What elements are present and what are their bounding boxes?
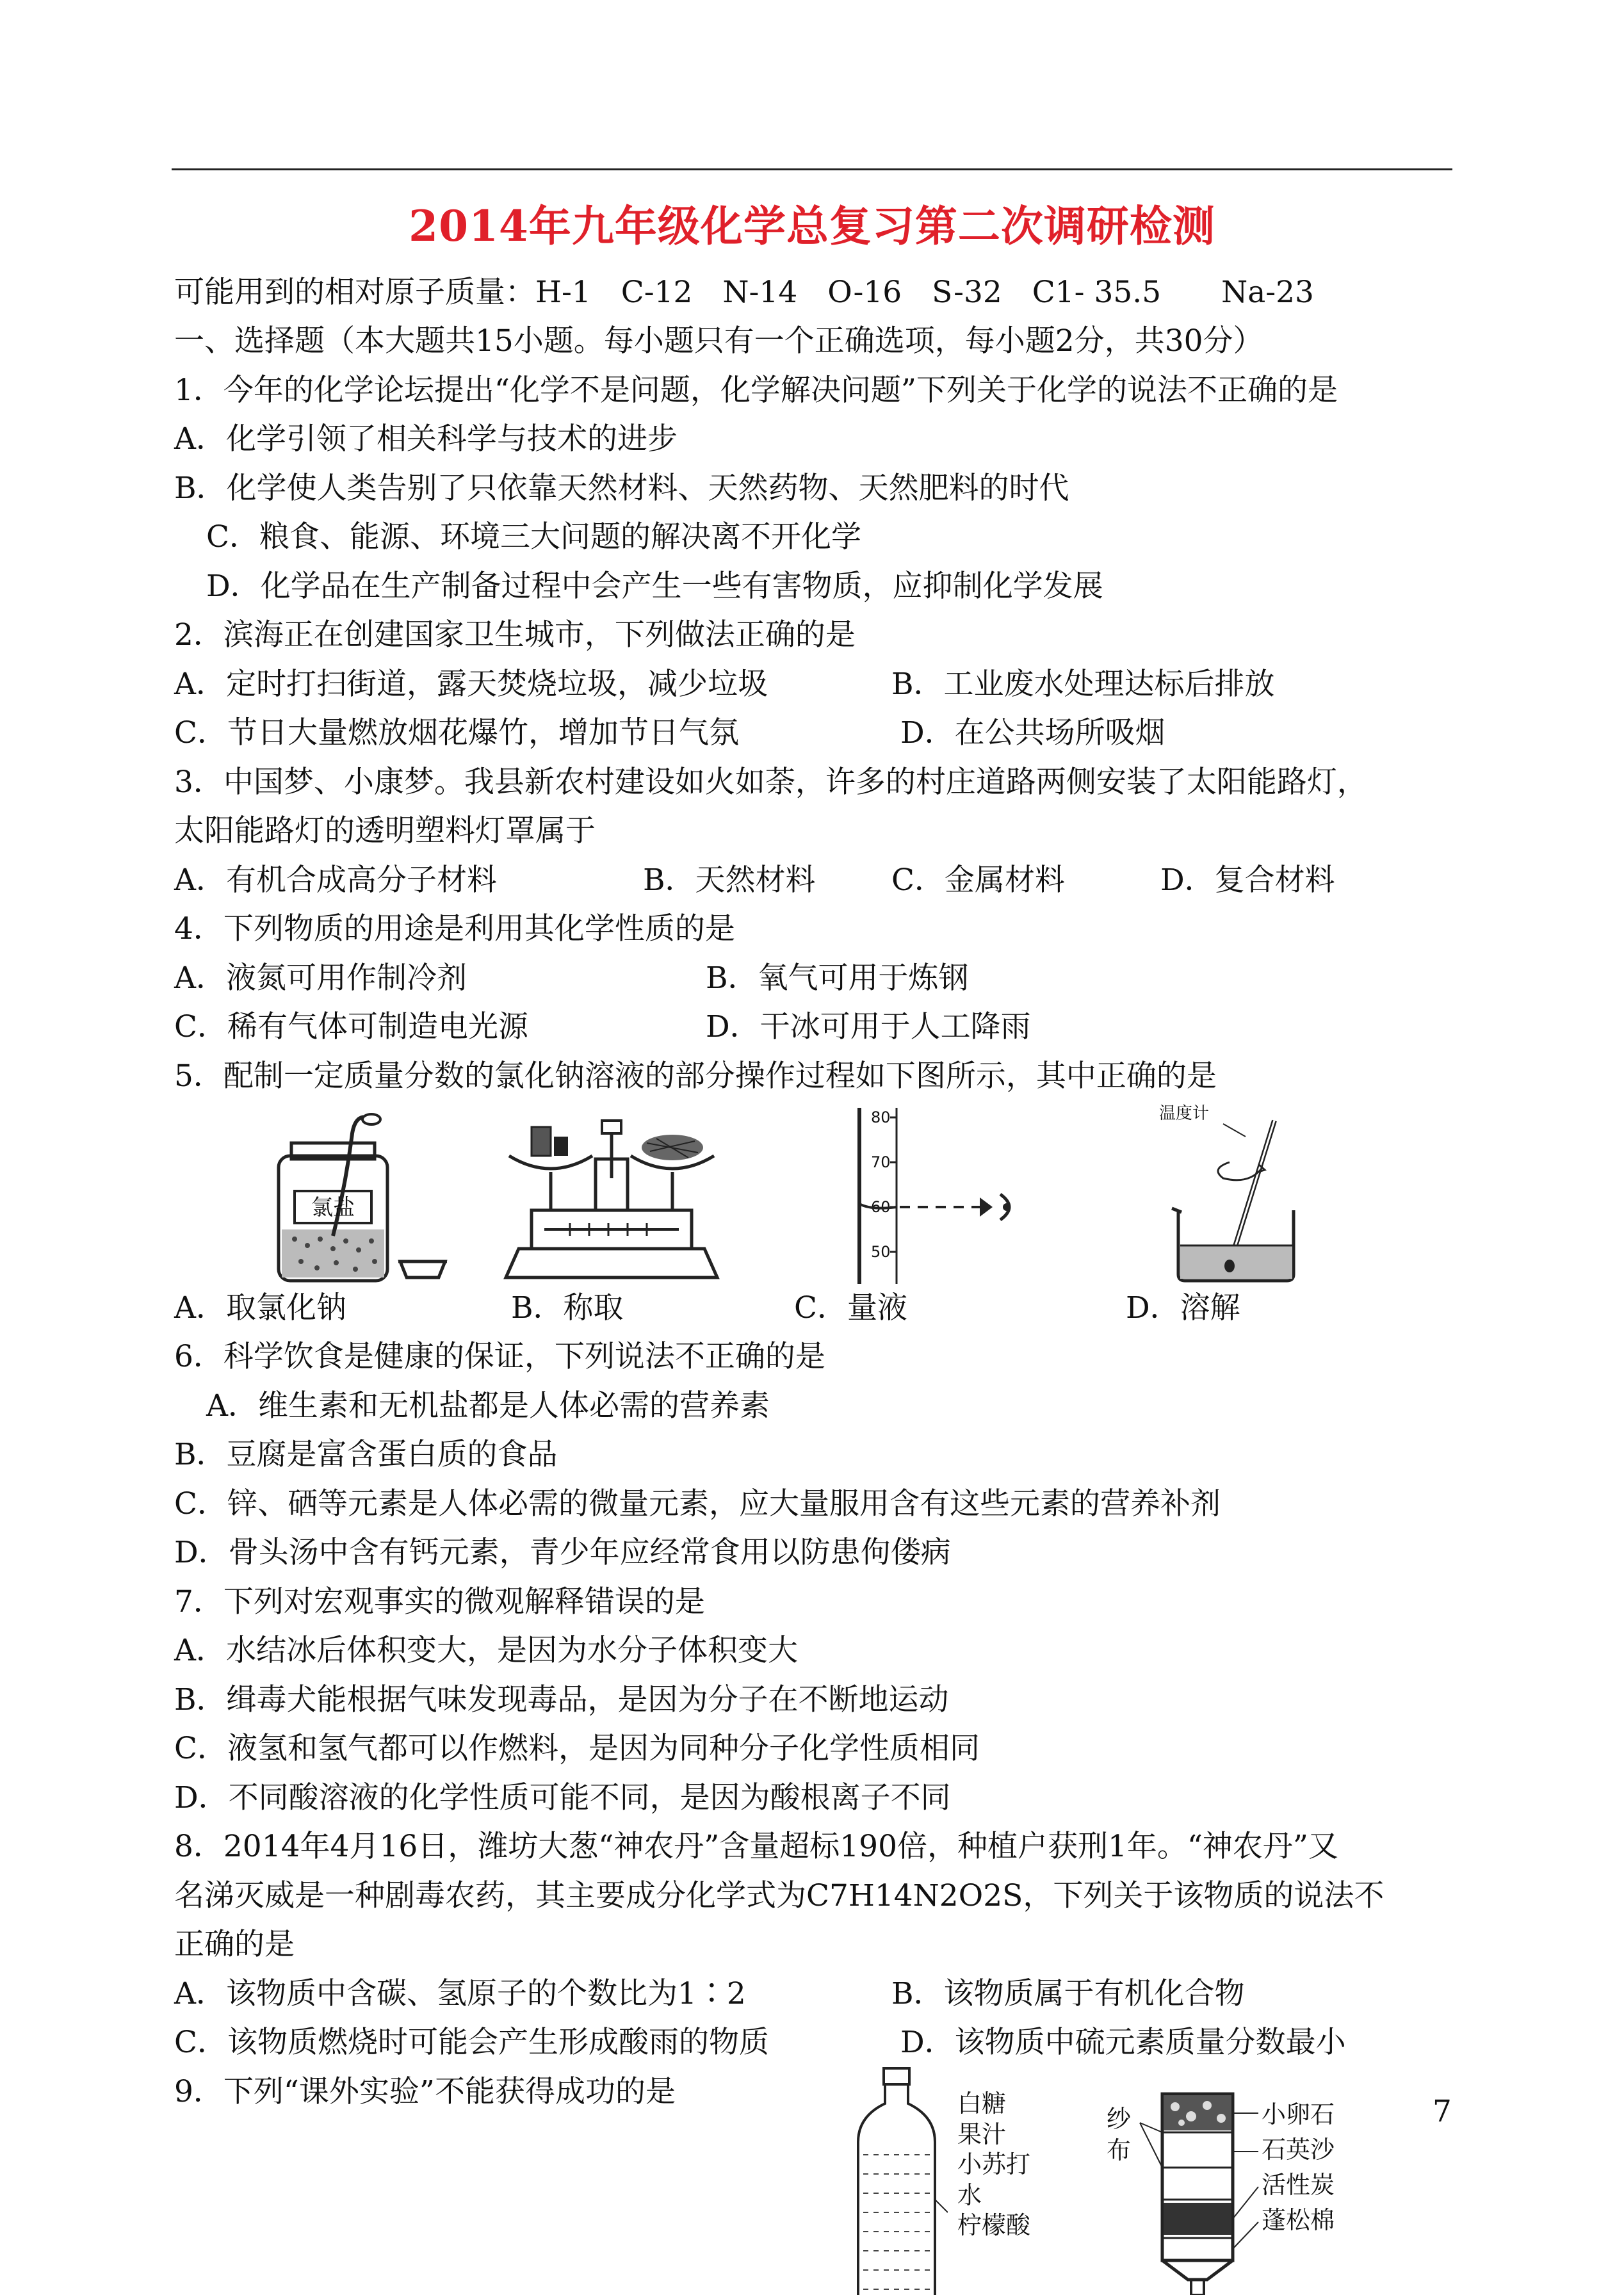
q7-option-b: B．缉毒犬能根据气味发现毒品，是因为分子在不断地运动 xyxy=(174,1682,949,1717)
q8-option-c: C．该物质燃烧时可能会产生形成酸雨的物质 xyxy=(174,2025,769,2060)
figure-take-salt xyxy=(256,1108,461,1287)
filter-label-activated-carbon: 活性炭 xyxy=(1262,2171,1335,2200)
q2-option-c: C．节日大量燃放烟花爆竹，增加节日气氛 xyxy=(174,715,739,750)
bottle-label-citric: 柠檬酸 xyxy=(957,2211,1031,2239)
figure-water-filter xyxy=(1137,2081,1265,2295)
q1-option-a: A．化学引领了相关科学与技术的进步 xyxy=(174,421,678,457)
q1-option-b: B．化学使人类告别了只依靠天然材料、天然药物、天然肥料的时代 xyxy=(174,471,1069,506)
jar-label: 氯盐 xyxy=(311,1195,355,1220)
figure-bottle xyxy=(845,2065,948,2295)
q6-option-c: C．锌、硒等元素是人体必需的微量元素，应大量服用含有这些元素的营养补剂 xyxy=(174,1486,1221,1521)
tick-50: 50 xyxy=(871,1243,891,1261)
q4-option-a: A．液氮可用作制冷剂 xyxy=(174,961,467,996)
bottle-label-soda: 小苏打 xyxy=(957,2150,1031,2178)
filter-labels xyxy=(1262,2097,1335,2238)
q3-stem-1: 3．中国梦、小康梦。我县新农村建设如火如荼，许多的村庄道路两侧安装了太阳能路灯， xyxy=(174,765,1367,800)
q3-option-d: D．复合材料 xyxy=(1160,863,1335,898)
q7-option-d: D．不同酸溶液的化学性质可能不同，是因为酸根离子不同 xyxy=(174,1780,951,1815)
q4-option-b: B．氧气可用于炼钢 xyxy=(706,961,969,996)
figure-cylinder xyxy=(832,1105,1037,1287)
q8-option-b: B．该物质属于有机化合物 xyxy=(891,1976,1245,2011)
q5-option-c: C．量液 xyxy=(794,1290,907,1326)
q7-option-c: C．液氢和氢气都可以作燃料，是因为同种分子化学性质相同 xyxy=(174,1731,980,1766)
q6-option-a: A．维生素和无机盐都是人体必需的营养素 xyxy=(206,1388,770,1423)
q2-option-a: A．定时打扫街道，露天焚烧垃圾，减少垃圾 xyxy=(174,667,768,702)
q3-option-b: B．天然材料 xyxy=(643,863,816,898)
q8-stem-3: 正确的是 xyxy=(174,1927,295,1962)
q2-option-d: D．在公共场所吸烟 xyxy=(900,715,1165,750)
q5-option-a: A．取氯化钠 xyxy=(174,1290,346,1326)
q3-stem-2: 太阳能路灯的透明塑料灯罩属于 xyxy=(174,813,596,848)
q4-option-c: C．稀有气体可制造电光源 xyxy=(174,1009,528,1044)
page-title: 2014年九年级化学总复习第二次调研检测 xyxy=(409,201,1215,251)
q4-stem: 4．下列物质的用途是利用其化学性质的是 xyxy=(174,911,735,946)
q3-option-a: A．有机合成高分子材料 xyxy=(174,863,497,898)
q3-option-c: C．金属材料 xyxy=(891,863,1065,898)
q5-option-b: B．称取 xyxy=(511,1290,624,1326)
filter-label-pebbles: 小卵石 xyxy=(1262,2100,1335,2129)
q2-stem: 2．滨海正在创建国家卫生城市，下列做法正确的是 xyxy=(174,617,856,653)
atomic-mass-line: 可能用到的相对原子质量：H-1 C-12 N-14 O-16 S-32 C1- 35.5 Na-23 xyxy=(174,275,1314,310)
filter-label-cotton: 蓬松棉 xyxy=(1262,2206,1335,2235)
q9-stem: 9．下列“课外实验”不能获得成功的是 xyxy=(174,2074,676,2109)
q8-option-d: D．该物质中硫元素质量分数最小 xyxy=(900,2025,1346,2060)
q7-option-a: A．水结冰后体积变大，是因为水分子体积变大 xyxy=(174,1633,798,1668)
q1-option-d: D．化学品在生产制备过程中会产生一些有害物质，应抑制化学发展 xyxy=(206,569,1103,604)
q5-stem: 5．配制一定质量分数的氯化钠溶液的部分操作过程如下图所示，其中正确的是 xyxy=(174,1058,1217,1094)
q7-stem: 7．下列对宏观事实的微观解释错误的是 xyxy=(174,1584,705,1619)
bottle-label-juice: 果汁 xyxy=(957,2120,1007,2148)
gauze-label: 纱布 xyxy=(1107,2105,1132,2165)
q6-option-b: B．豆腐是富含蛋白质的食品 xyxy=(174,1437,558,1472)
bottle-label-sugar: 白糖 xyxy=(957,2089,1007,2118)
q2-option-b: B．工业废水处理达标后排放 xyxy=(891,667,1275,702)
q6-option-d: D．骨头汤中含有钙元素，青少年应经常食用以防患佝偻病 xyxy=(174,1535,951,1570)
header-rule xyxy=(172,168,1452,170)
bottle-labels xyxy=(957,2089,1030,2241)
figure-dissolve xyxy=(1146,1098,1338,1287)
q5-option-d: D．溶解 xyxy=(1126,1290,1240,1326)
q6-stem: 6．科学饮食是健康的保证，下列说法不正确的是 xyxy=(174,1339,825,1374)
tick-70: 70 xyxy=(871,1153,891,1171)
bottle-label-water: 水 xyxy=(957,2180,982,2209)
q1-option-c: C．粮食、能源、环境三大问题的解决离不开化学 xyxy=(206,519,861,555)
tick-80: 80 xyxy=(871,1108,891,1126)
q1-stem: 1．今年的化学论坛提出“化学不是问题，化学解决问题”下列关于化学的说法不正确的是 xyxy=(174,373,1338,408)
filter-label-quartz-sand: 石英沙 xyxy=(1262,2136,1335,2164)
tick-60: 60 xyxy=(871,1198,891,1216)
q4-option-d: D．干冰可用于人工降雨 xyxy=(706,1009,1031,1044)
q8-stem-2: 名涕灭威是一种剧毒农药，其主要成分化学式为C7H14N2O2S，下列关于该物质的说法不 xyxy=(174,1878,1384,1913)
q8-stem-1: 8．2014年4月16日，潍坊大葱“神农丹”含量超标190倍，种植户获刑1年。“神农丹”又 xyxy=(174,1829,1338,1864)
section-heading: 一、选择题（本大题共15小题。每小题只有一个正确选项，每小题2分，共30分） xyxy=(174,323,1263,359)
figure-balance xyxy=(493,1101,730,1287)
thermometer-label: 温度计 xyxy=(1159,1104,1210,1123)
page-number: 7 xyxy=(1433,2094,1452,2129)
q8-option-a: A．该物质中含碳、氢原子的个数比为1∶2 xyxy=(174,1976,746,2011)
